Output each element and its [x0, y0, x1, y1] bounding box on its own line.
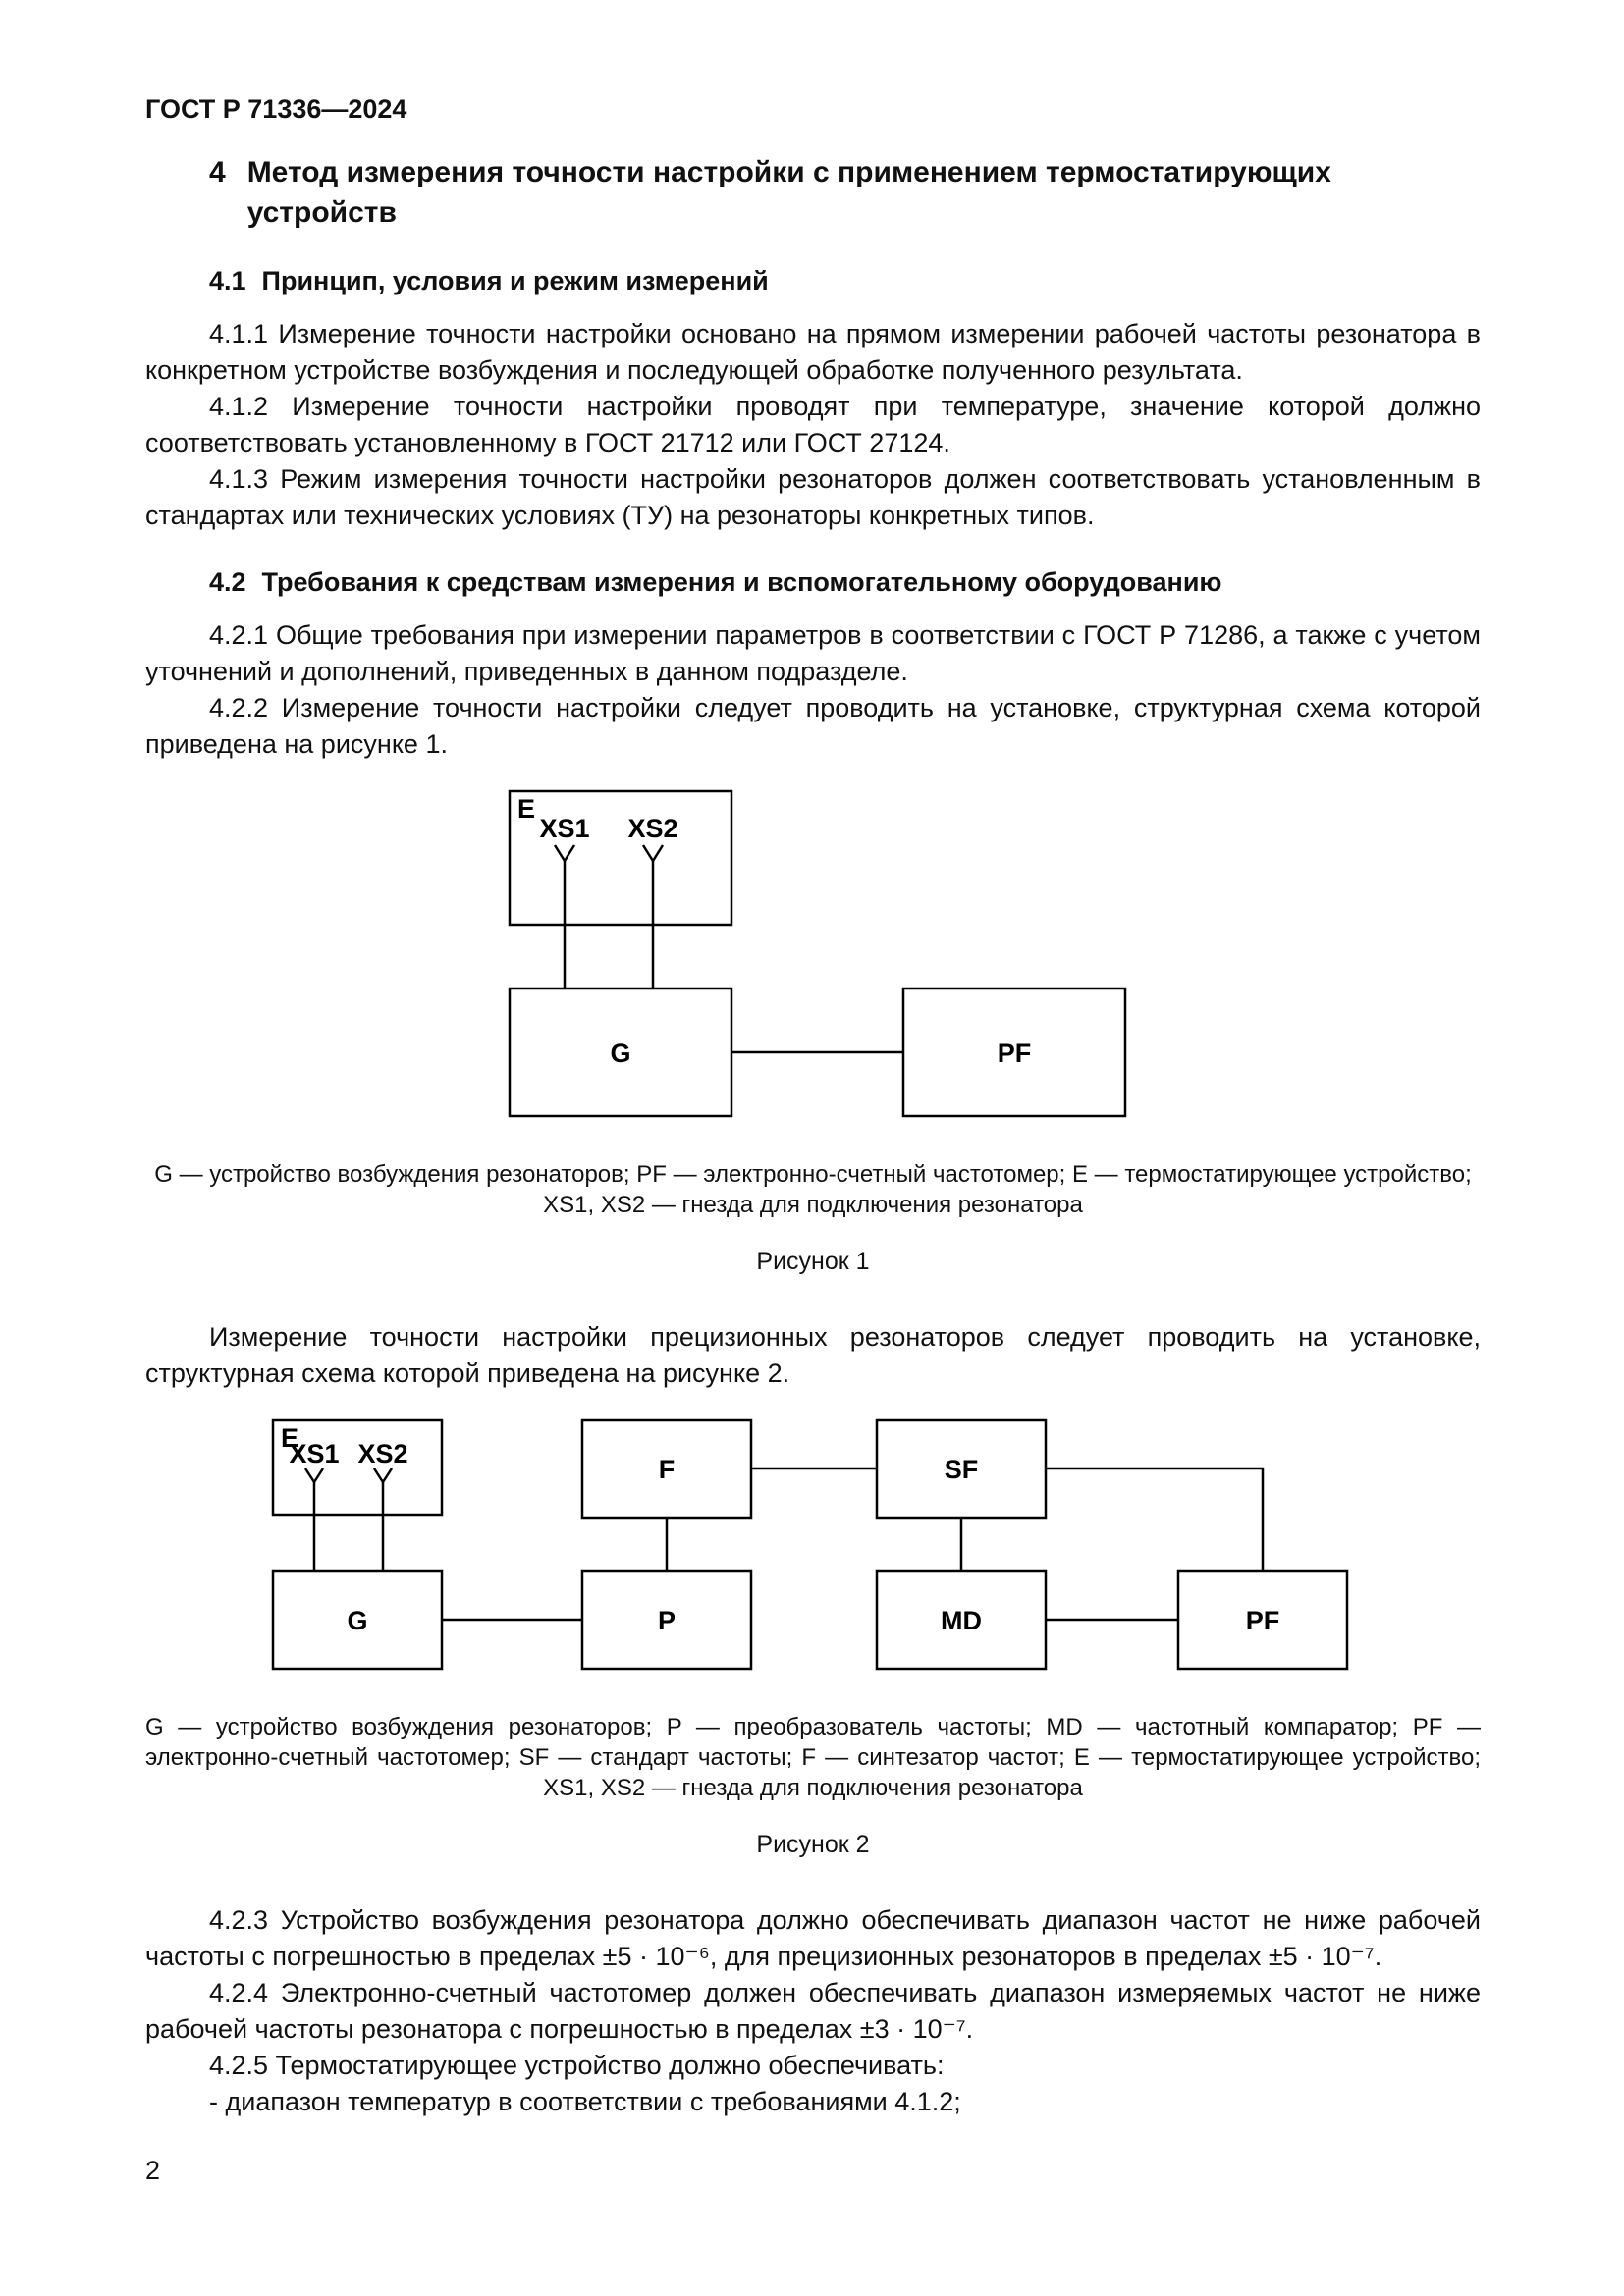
fig2-label-md: MD — [941, 1606, 982, 1635]
section-4-number: 4 — [209, 156, 226, 188]
spacer — [145, 1859, 1481, 1902]
figure-2-title: Рисунок 2 — [756, 1831, 870, 1858]
figure-1-title: Рисунок 1 — [756, 1248, 870, 1275]
section-4-2-number: 4.2 — [209, 567, 246, 597]
fig1-label-g: G — [610, 1039, 631, 1068]
figure-1-caption: G — устройство возбуждения резонаторов; PF — электронно-счетный частотомер; E — термостатирующее устройство; XS1, XS2 — гнезда для подключения резонатора — [154, 1161, 1472, 1218]
fig2-label-f: F — [658, 1455, 676, 1484]
paragraph-4-2-4: 4.2.4 Электронно-счетный частотомер должен обеспечивать диапазон измеряемых частот не ниже рабочей частоты резонатора с погрешностью в пределах ±3 · 10⁻⁷. — [145, 1978, 1481, 2044]
fig2-label-xs2: XS2 — [357, 1439, 408, 1468]
fig1-label-xs1: XS1 — [539, 814, 590, 843]
fig1-xs1-fork-icon — [555, 845, 574, 861]
fig2-line-sf-pf — [1046, 1468, 1263, 1571]
section-4-2-heading — [145, 565, 1481, 600]
fig2-label-p: P — [657, 1606, 677, 1635]
fig1-label-xs2: XS2 — [627, 814, 678, 843]
paragraph-4-2-1: 4.2.1 Общие требования при измерении параметров в соответствии с ГОСТ Р 71286, а также с учетом уточнений и дополнений, приведенных в данном подразделе. — [145, 620, 1481, 686]
section-4-1-number: 4.1 — [209, 266, 246, 295]
section-4-title: Метод измерения точности настройки с применением термостатирующих устройств — [246, 156, 1331, 229]
figure-1-diagram — [145, 788, 1481, 1122]
section-4-1-heading — [145, 264, 1481, 298]
section-4-2-title: Требования к средствам измерения и вспомогательному оборудованию — [261, 567, 1222, 597]
doc-code: ГОСТ Р 71336—2024 — [145, 94, 407, 124]
section-4-1-title: Принцип, условия и режим измерений — [261, 266, 769, 295]
fig2-label-pf: PF — [1245, 1606, 1280, 1635]
fig2-label-sf: SF — [944, 1455, 979, 1484]
fig1-label-pf: PF — [997, 1039, 1032, 1068]
paragraph-4-2-2: 4.2.2 Измерение точности настройки следует проводить на установке, структурная схема которой приведена на рисунке 1. — [145, 693, 1481, 759]
paragraph-4-1-3: 4.1.3 Режим измерения точности настройки резонаторов должен соответствовать установленным в стандартах или технических условиях (ТУ) на резонаторы конкретных типов. — [145, 464, 1481, 530]
page-number: 2 — [145, 2156, 161, 2185]
fig1-label-e: E — [517, 794, 536, 824]
figure-2-diagram — [145, 1417, 1481, 1675]
paragraph-4-2-5: 4.2.5 Термостатирующее устройство должно обеспечивать: — [209, 2051, 945, 2080]
paragraph-4-1-2: 4.1.2 Измерение точности настройки проводят при температуре, значение которой должно соответствовать установленному в ГОСТ 21712 или ГОСТ 27124. — [145, 392, 1481, 457]
fig2-label-xs1: XS1 — [289, 1439, 340, 1468]
fig2-xs2-fork-icon — [374, 1468, 392, 1482]
list-item-temperature-range: - диапазон температур в соответствии с требованиями 4.1.2; — [209, 2087, 961, 2116]
spacer — [145, 1276, 1481, 1319]
fig2-label-g: G — [347, 1606, 368, 1635]
paragraph-4-2-3: 4.2.3 Устройство возбуждения резонатора должно обеспечивать диапазон частот не ниже рабочей частоты с погрешностью в пределах ±5 · 10⁻⁶, для прецизионных резонаторов в пределах ±5 · 10⁻⁷. — [145, 1905, 1481, 1971]
fig2-label-e: E — [281, 1423, 299, 1453]
fig1-box-e — [510, 791, 731, 925]
figure-2-caption: G — устройство возбуждения резонаторов; P — преобразователь частоты; MD — частотный компаратор; PF — электронно-счетный частотомер; SF — стандарт частоты; F — синтезатор частот; E — термостатирующее устройство; XS1, XS2 — гнезда для подключения резонатора — [145, 1714, 1481, 1801]
fig1-xs2-fork-icon — [643, 845, 663, 861]
section-4-heading — [145, 152, 1481, 233]
figure-1 — [145, 788, 1481, 1276]
paragraph-4-1-1: 4.1.1 Измерение точности настройки основано на прямом измерении рабочей частоты резонатора в конкретном устройстве возбуждения и последующей обработке полученного результата. — [145, 319, 1481, 385]
paragraph-intro-figure-2: Измерение точности настройки прецизионных резонаторов следует проводить на установке, структурная схема которой приведена на рисунке 2. — [145, 1322, 1481, 1388]
figure-2 — [145, 1417, 1481, 1859]
fig2-xs1-fork-icon — [305, 1468, 323, 1482]
